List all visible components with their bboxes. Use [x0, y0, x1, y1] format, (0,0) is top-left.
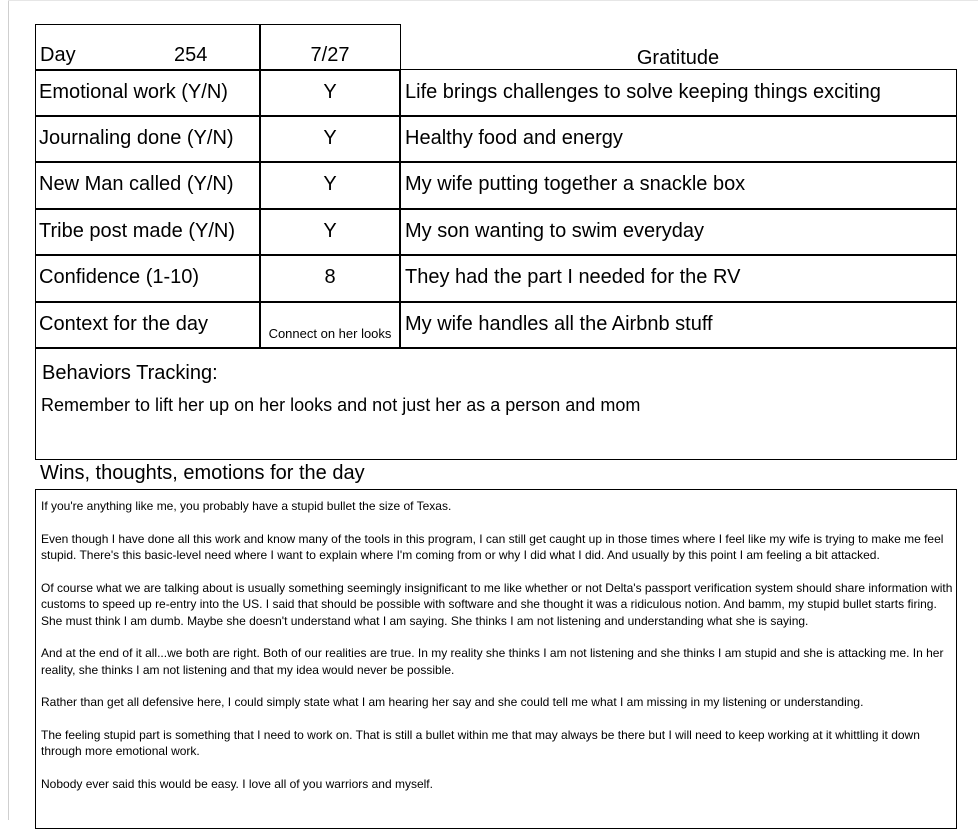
gratitude-cell — [399, 208, 957, 256]
gratitude-cell — [399, 115, 957, 163]
gratitude-item: My wife putting together a snackle box — [405, 173, 746, 195]
gratitude-item: They had the part I needed for the RV — [405, 266, 741, 288]
context-value: Connect on her looks — [268, 326, 392, 341]
row-label-cell — [35, 254, 261, 303]
row-value-cell — [259, 208, 401, 256]
wins-body — [41, 498, 957, 808]
row-label: Tribe post made (Y/N) — [39, 220, 235, 242]
gratitude-header-cell — [399, 47, 957, 71]
behaviors-text: Remember to lift her up on her looks and not just her as a person and mom — [41, 395, 641, 415]
row-value-cell — [259, 301, 401, 349]
wins-paragraph: Even though I have done all this work and know many of the tools in this program, I can still get caught up in those times where I feel like my wife is trying to make me feel stupid. There's this basic-level need where I want to explain where I'm coming from or why I did what I did. And usually by this point I am feeling a bit attacked. — [41, 531, 944, 562]
row-label-cell — [35, 69, 261, 117]
gratitude-item: Life brings challenges to solve keeping things exciting — [405, 81, 881, 103]
row-value-cell — [259, 254, 401, 303]
row-label: New Man called (Y/N) — [39, 173, 234, 195]
row-value: Y — [323, 127, 337, 149]
gratitude-cell — [399, 301, 957, 349]
gratitude-cell — [399, 161, 957, 210]
row-value: 8 — [324, 266, 336, 288]
row-value: Y — [323, 220, 337, 242]
row-label: Journaling done (Y/N) — [39, 127, 234, 149]
wins-paragraph: Nobody ever said this would be easy. I love all of you warriors and myself. — [41, 776, 433, 791]
gratitude-item: My wife handles all the Airbnb stuff — [405, 313, 713, 335]
gratitude-cell — [399, 69, 957, 117]
row-label-cell — [35, 161, 261, 210]
row-label: Context for the day — [39, 313, 208, 335]
date-value: 7/27 — [310, 44, 350, 66]
row-value: Y — [323, 81, 337, 103]
row-label-cell — [35, 301, 261, 349]
gratitude-item: Healthy food and energy — [405, 127, 623, 149]
row-value-cell — [259, 161, 401, 210]
wins-paragraph: Of course what we are talking about is usually something seemingly insignificant to me like whether or not Delta's passport verification system should share information with customs to speed up re-entry into the US. I said that should be possible with software and she thought it was a ridiculous notion. And bamm, my stupid bullet starts firing. She must think I am dumb. Maybe she doesn't understand what I am saying. She thinks I am not listening and understanding what she is saying. — [41, 580, 953, 628]
wins-paragraph: The feeling stupid part is something that I need to work on. That is still a bullet within me that may always be there but I will need to keep working at it whittling it down through more emotional work. — [41, 727, 920, 758]
row-label: Emotional work (Y/N) — [39, 81, 228, 103]
wins-paragraph: Rather than get all defensive here, I could simply state what I am hearing her say and she could tell me what I am missing in my listening or understanding. — [41, 695, 864, 709]
wins-box — [35, 489, 957, 829]
row-value: Y — [323, 173, 337, 195]
day-cell — [35, 24, 261, 71]
day-label: Day — [40, 44, 76, 66]
row-label: Confidence (1-10) — [39, 266, 200, 288]
gratitude-header: Gratitude — [636, 47, 720, 69]
wins-paragraph: And at the end of it all...we both are right. Both of our realities are true. In my reality she thinks I am not listening and she thinks I am stupid and she is attacking me. In her reality, she thinks I am not listening and that my idea would never be possible. — [41, 646, 944, 677]
behaviors-title: Behaviors Tracking: — [42, 362, 218, 384]
gratitude-cell — [399, 254, 957, 303]
wins-paragraph: If you're anything like me, you probably have a stupid bullet the size of Texas. — [41, 499, 452, 513]
row-label-cell — [35, 208, 261, 256]
gratitude-item: My son wanting to swim everyday — [405, 220, 705, 242]
row-value-cell — [259, 115, 401, 163]
behaviors-box — [35, 347, 957, 460]
date-cell — [259, 24, 401, 71]
day-number: 254 — [174, 44, 208, 66]
wins-title: Wins, thoughts, emotions for the day — [40, 462, 365, 484]
row-label-cell — [35, 115, 261, 163]
row-value-cell — [259, 69, 401, 117]
